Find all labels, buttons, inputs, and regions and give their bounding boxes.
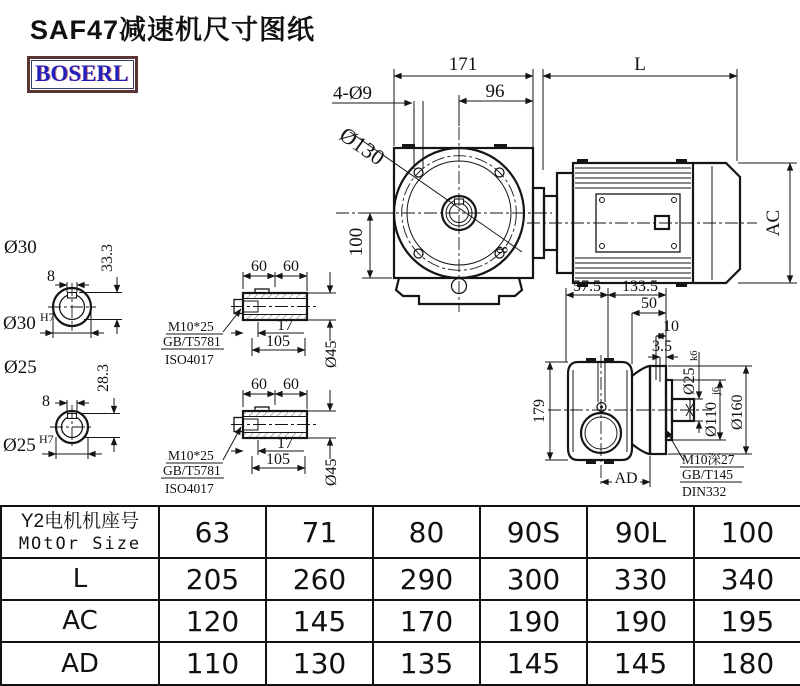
motor-size-header-en: MOtOr Size bbox=[18, 534, 142, 554]
table-cell: 190 bbox=[480, 600, 587, 642]
bore-25-detail bbox=[3, 357, 120, 459]
dim-10: 10 bbox=[663, 318, 679, 335]
flange-od: Ø160 bbox=[729, 394, 746, 430]
wall-8-label: 8 bbox=[493, 246, 510, 254]
bolt-callout: 4-Ø9 bbox=[333, 83, 373, 104]
bushing-top-dia45: Ø45 bbox=[323, 340, 340, 368]
dim-57-5: 57.5 bbox=[573, 278, 601, 295]
dim-133-5: 133.5 bbox=[622, 278, 658, 295]
bore30-key-width: 8 bbox=[47, 268, 55, 285]
bore30-key-height: 33.3 bbox=[99, 244, 116, 272]
table-cell: 170 bbox=[373, 600, 480, 642]
dim-50: 50 bbox=[641, 295, 657, 312]
bushing-bottom-dia45: Ø45 bbox=[323, 458, 340, 486]
tap-note-3: DIN332 bbox=[682, 484, 727, 499]
table-cell: 260 bbox=[266, 558, 373, 600]
boserl-logo-text: BOSERL bbox=[31, 60, 134, 89]
bore30-fit-dia: Ø30 bbox=[3, 313, 36, 334]
table-cell: 145 bbox=[266, 600, 373, 642]
size-col-4: 90S bbox=[480, 506, 587, 558]
bushing-bottom-105: 105 bbox=[266, 451, 290, 468]
spigot-fit: j6 bbox=[711, 386, 722, 395]
dim-171: 171 bbox=[448, 54, 478, 75]
tap-note-2: GB/T145 bbox=[682, 467, 734, 482]
motor-size-header-cn: Y2电机机座号 bbox=[20, 511, 140, 532]
bore25-fit-tol: H7 bbox=[39, 432, 54, 446]
table-cell: 130 bbox=[266, 642, 373, 685]
table-row-AC bbox=[1, 600, 800, 642]
tap-note-1: M10深27 bbox=[682, 452, 735, 467]
output-shaft-fit: k6 bbox=[689, 350, 700, 361]
table-cell: 300 bbox=[480, 558, 587, 600]
bore-30-detail bbox=[3, 237, 122, 338]
bushing-bottom-detail bbox=[161, 376, 340, 496]
table-cell: 190 bbox=[587, 600, 694, 642]
bore25-dia: Ø25 bbox=[4, 357, 37, 378]
bore30-fit-tol: H7 bbox=[40, 310, 55, 324]
bushing-bottom-60-left: 60 bbox=[251, 376, 267, 393]
bushing-bottom-60-right: 60 bbox=[283, 376, 299, 393]
table-cell: 180 bbox=[694, 642, 800, 685]
bushing-top-screw-3: ISO4017 bbox=[165, 352, 214, 367]
size-col-3: 80 bbox=[373, 506, 480, 558]
table-cell: 205 bbox=[159, 558, 266, 600]
row-label-AC: AC bbox=[1, 600, 159, 642]
table-cell: 330 bbox=[587, 558, 694, 600]
table-cell: 145 bbox=[587, 642, 694, 685]
dim-3-5: 3.5 bbox=[652, 338, 672, 355]
table-cell: 195 bbox=[694, 600, 800, 642]
bushing-bottom-screw-1: M10*25 bbox=[168, 448, 214, 463]
table-row-L bbox=[1, 558, 800, 600]
bore25-key-width: 8 bbox=[42, 393, 50, 410]
bushing-top-60-left: 60 bbox=[251, 258, 267, 275]
size-col-6: 100 bbox=[694, 506, 800, 558]
bushing-top-detail bbox=[161, 258, 340, 368]
bore30-dia: Ø30 bbox=[4, 237, 37, 258]
table-cell: 135 bbox=[373, 642, 480, 685]
size-col-2: 71 bbox=[266, 506, 373, 558]
dim-L: L bbox=[634, 54, 646, 75]
dim-96: 96 bbox=[485, 81, 505, 102]
dim-179: 179 bbox=[531, 399, 548, 423]
bushing-top-105: 105 bbox=[266, 333, 290, 350]
size-col-1: 63 bbox=[159, 506, 266, 558]
dim-AD: AD bbox=[614, 470, 638, 487]
table-cell: 290 bbox=[373, 558, 480, 600]
flange-dia-label: Ø130 bbox=[335, 121, 390, 171]
bore25-key-height: 28.3 bbox=[95, 364, 112, 392]
dimension-table bbox=[0, 505, 800, 686]
size-col-5: 90L bbox=[587, 506, 694, 558]
table-cell: 340 bbox=[694, 558, 800, 600]
row-label-L: L bbox=[1, 558, 159, 600]
bushing-bottom-screw-2: GB/T5781 bbox=[163, 463, 221, 478]
bushing-top-screw-1: M10*25 bbox=[168, 319, 214, 334]
bushing-top-60-right: 60 bbox=[283, 258, 299, 275]
motor-view bbox=[527, 159, 757, 287]
spigot-dia: Ø110 bbox=[703, 402, 720, 437]
output-shaft-dia: Ø25 bbox=[681, 367, 698, 395]
row-label-AD: AD bbox=[1, 642, 159, 685]
bushing-bottom-17: 17 bbox=[277, 435, 293, 452]
table-row-AD bbox=[1, 642, 800, 685]
bushing-top-17: 17 bbox=[277, 317, 293, 334]
dim-AC: AC bbox=[763, 209, 784, 237]
table-header-row bbox=[1, 506, 800, 558]
table-cell: 110 bbox=[159, 642, 266, 685]
table-cell: 120 bbox=[159, 600, 266, 642]
bore25-fit-dia: Ø25 bbox=[3, 435, 36, 456]
dim-100: 100 bbox=[346, 227, 367, 257]
bushing-bottom-screw-3: ISO4017 bbox=[165, 481, 214, 496]
table-cell: 145 bbox=[480, 642, 587, 685]
front-view bbox=[335, 122, 552, 312]
bushing-top-screw-2: GB/T5781 bbox=[163, 334, 221, 349]
output-view bbox=[531, 278, 752, 499]
page-title: SAF47减速机尺寸图纸 bbox=[30, 15, 316, 45]
table-header-cell bbox=[1, 506, 159, 558]
